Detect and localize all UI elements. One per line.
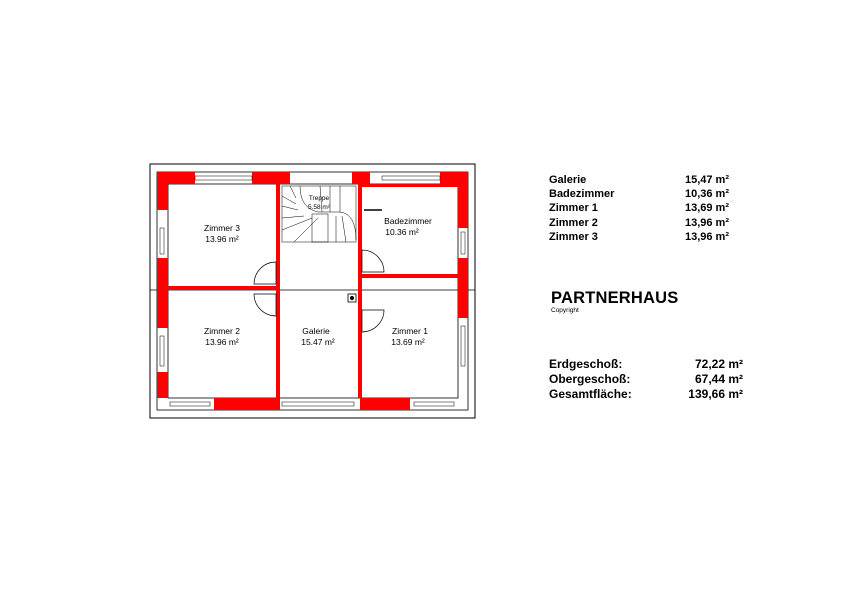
- zimmer2-name: Zimmer 2: [204, 326, 240, 336]
- area-name: Galerie: [549, 174, 587, 186]
- brand-name: PARTNERHAUS: [551, 289, 679, 307]
- wall-corner-bottom-left: [157, 372, 168, 398]
- galerie-area: 15.47 m²: [301, 337, 335, 347]
- wall-bottom-2: [360, 398, 410, 410]
- area-row-zimmer3: [549, 230, 729, 244]
- wall-top-1: [252, 172, 290, 184]
- area-value: 13,96 m²: [684, 230, 729, 243]
- zimmer1-area: 13.69 m²: [391, 337, 425, 347]
- window-right-1: [461, 232, 465, 254]
- area-value: 15,47 m²: [684, 174, 729, 186]
- total-name: Gesamtfläche:: [549, 387, 632, 401]
- floor-totals: [549, 357, 743, 402]
- area-value: 13,96 m²: [684, 216, 729, 229]
- door-bad: [362, 250, 384, 272]
- badezimmer-name: Badezimmer: [384, 216, 432, 226]
- treppe-area: 5.58 m²: [307, 204, 331, 211]
- wall-inner-h-right: [362, 274, 458, 278]
- area-name: Zimmer 1: [549, 202, 598, 215]
- zimmer2-area: 13.96 m²: [205, 337, 239, 347]
- total-name: Obergeschoß:: [549, 372, 631, 386]
- window-right-2: [461, 326, 465, 366]
- room-area-list: [549, 173, 729, 244]
- total-name: Erdgeschoß:: [549, 357, 623, 371]
- zimmer1-name: Zimmer 1: [392, 326, 428, 336]
- total-value: 72,22 m²: [694, 357, 743, 371]
- wall-corner-top-right: [440, 172, 468, 228]
- door-zimmer2: [254, 294, 276, 316]
- door-zimmer3: [254, 262, 276, 284]
- window-left-1: [160, 228, 164, 254]
- wall-top-2: [352, 172, 370, 184]
- area-name: Badezimmer: [549, 188, 615, 201]
- zimmer3-name: Zimmer 3: [204, 223, 240, 233]
- stair-landing: [312, 214, 328, 242]
- wall-left-1: [157, 258, 168, 328]
- window-bottom-2: [282, 402, 354, 406]
- galerie-name: Galerie: [302, 326, 330, 336]
- window-top-1: [195, 176, 252, 180]
- badezimmer-area: 10.36 m²: [385, 227, 419, 237]
- total-row-obergeschoss: [549, 372, 743, 387]
- area-row-galerie: [549, 173, 729, 187]
- wall-corner-top-left: [157, 172, 195, 210]
- wall-inner-h-top: [362, 184, 458, 187]
- zimmer3-area: 13.96 m²: [205, 234, 239, 244]
- window-top-2: [382, 176, 440, 180]
- total-value: 67,44 m²: [694, 372, 743, 386]
- area-value: 10,36 m²: [684, 188, 729, 201]
- wall-right-1: [458, 258, 468, 318]
- wall-inner-v2: [358, 184, 362, 398]
- area-row-zimmer1: [549, 201, 729, 215]
- copyright-note: Copyright: [551, 307, 579, 314]
- wall-bottom-1: [214, 398, 280, 410]
- door-zimmer1: [362, 310, 384, 332]
- window-left-2: [160, 336, 164, 366]
- plan-frame: [150, 164, 475, 418]
- area-name: Zimmer 3: [549, 230, 598, 243]
- total-row-erdgeschoss: [549, 357, 743, 372]
- treppe-name: Treppe: [308, 195, 330, 202]
- area-value: 13,69 m²: [684, 202, 729, 215]
- area-name: Zimmer 2: [549, 216, 598, 229]
- area-row-zimmer2: [549, 216, 729, 230]
- wall-inner-h-left: [168, 286, 276, 290]
- window-bottom-1: [170, 402, 210, 406]
- doors: [254, 250, 384, 332]
- total-row-gesamtflaeche: [549, 387, 743, 402]
- wall-inner-v1: [276, 184, 280, 398]
- total-value: 139,66 m²: [688, 387, 743, 401]
- area-row-badezimmer: [549, 187, 729, 201]
- window-bottom-3: [414, 402, 454, 406]
